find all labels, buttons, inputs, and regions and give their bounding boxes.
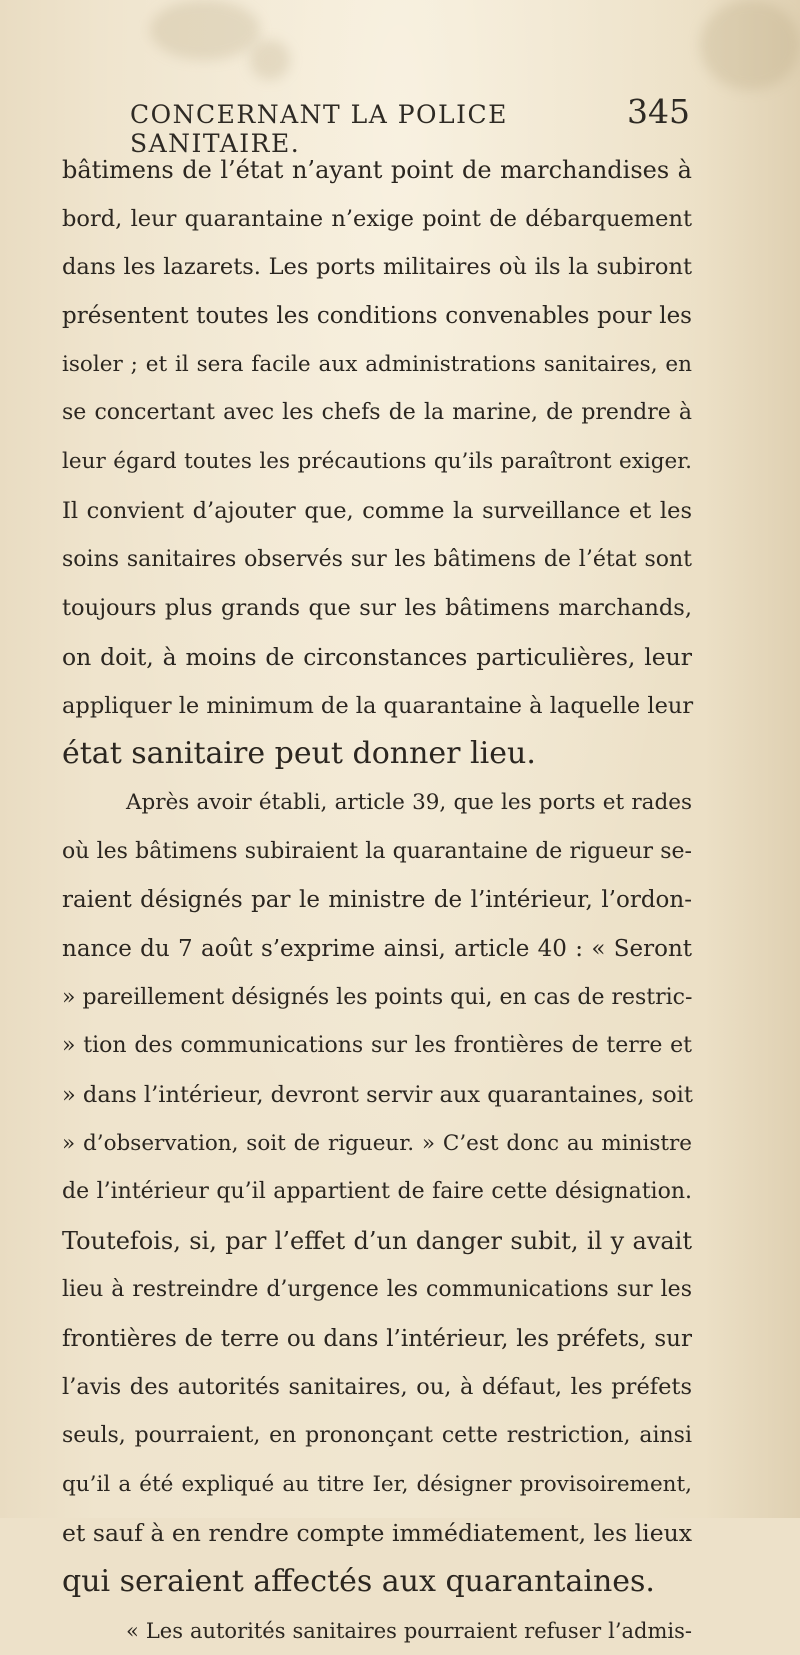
running-header <box>130 92 690 158</box>
text-line: » tion des communications sur les frontières de terre et <box>62 1033 692 1059</box>
paragraph-start-line: Après avoir établi, article 39, que les ports et rades <box>126 789 692 815</box>
paper-stain <box>250 40 290 80</box>
text-line: bord, leur quarantaine n’exige point de débarquement <box>62 205 692 232</box>
text-line: se concertant avec les chefs de la marine, de prendre à <box>62 400 692 426</box>
paper-stain <box>700 0 800 90</box>
text-line: » dans l’intérieur, devront servir aux quarantaines, soit <box>62 1082 693 1109</box>
text-line: appliquer le minimum de la quarantaine à laquelle leur <box>62 692 694 719</box>
text-line: l’avis des autorités sanitaires, ou, à défaut, les préfets <box>62 1374 692 1401</box>
text-line: dans les lazarets. Les ports militaires où ils la subiront <box>62 254 692 281</box>
text-line: de l’intérieur qu’il appartient de faire cette désignation. <box>62 1179 692 1205</box>
text-line: toujours plus grands que sur les bâtimens marchands, <box>62 595 692 622</box>
page-number: 345 <box>627 92 690 131</box>
text-line: seuls, pourraient, en prononçant cette restriction, ainsi <box>62 1422 692 1448</box>
text-line: qu’il a été expliqué au titre Ier, désigner provisoirement, <box>62 1471 692 1497</box>
text-line: raient désignés par le ministre de l’intérieur, l’ordon- <box>62 887 692 914</box>
text-line: soins sanitaires observés sur les bâtimens de l’état sont <box>62 546 692 572</box>
text-line: lieu à restreindre d’urgence les communications sur les <box>62 1276 692 1302</box>
text-line: présentent toutes les conditions convenables pour les <box>62 303 692 330</box>
paragraph-start-line: « Les autorités sanitaires pourraient refuser l’admis- <box>126 1618 692 1643</box>
text-line: nance du 7 août s’exprime ainsi, article 40 : « Seront <box>62 936 692 962</box>
text-line: Il convient d’ajouter que, comme la surveillance et les <box>62 497 692 524</box>
text-line: on doit, à moins de circonstances particulières, leur <box>62 642 692 671</box>
running-title: CONCERNANT LA POLICE SANITAIRE. <box>130 100 508 158</box>
paragraph-end-line: qui seraient affectés aux quarantaines. <box>62 1563 655 1599</box>
text-line: frontières de terre ou dans l’intérieur, les préfets, sur <box>62 1325 692 1352</box>
body-text <box>62 146 692 1655</box>
text-line: » pareillement désignés les points qui, en cas de restric- <box>62 984 693 1010</box>
paper-stain <box>150 0 260 60</box>
text-line: Toutefois, si, par l’effet d’un danger subit, il y avait <box>62 1227 692 1256</box>
text-line: et sauf à en rendre compte immédiatement, les lieux <box>62 1519 692 1548</box>
text-line: où les bâtimens subiraient la quarantaine de rigueur se- <box>62 838 692 864</box>
text-line: bâtimens de l’état n’ayant point de marchandises à <box>62 156 692 184</box>
text-line: » d’observation, soit de rigueur. » C’est donc au ministre <box>62 1130 692 1156</box>
text-line: isoler ; et il sera facile aux administrations sanitaires, en <box>62 351 692 377</box>
text-line: leur égard toutes les précautions qu’ils paraîtront exiger. <box>62 449 692 475</box>
paragraph-end-line: état sanitaire peut donner lieu. <box>62 736 536 772</box>
